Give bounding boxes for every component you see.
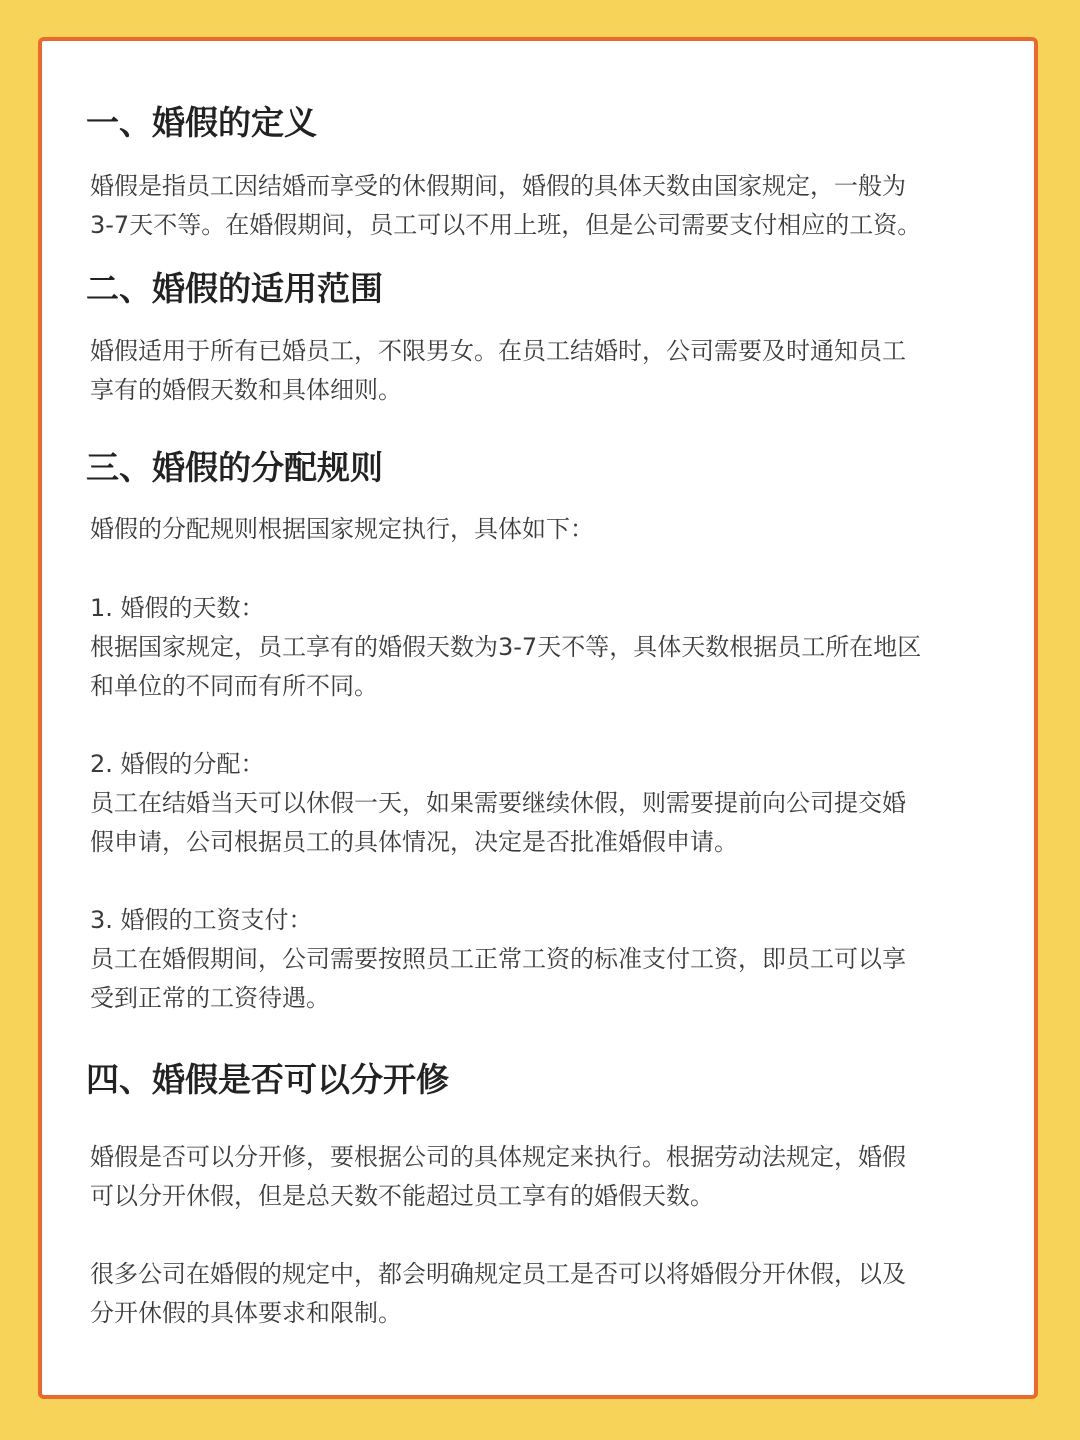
text-line: 享有的婚假天数和具体细则。 — [90, 376, 402, 404]
section-body-split-leave-1 — [90, 1138, 1020, 1216]
allocation-item-days — [90, 589, 1020, 706]
text-line: 员工在婚假期间，公司需要按照员工正常工资的标准支付工资，即员工可以享 — [90, 945, 906, 973]
text-line: 员工在结婚当天可以休假一天，如果需要继续休假，则需要提前向公司提交婚 — [90, 789, 906, 817]
text-line: 根据国家规定，员工享有的婚假天数为3-7天不等，具体天数根据员工所在地区 — [90, 633, 922, 661]
section-body-definition — [90, 167, 1020, 245]
text-line: 可以分开休假，但是总天数不能超过员工享有的婚假天数。 — [90, 1182, 714, 1210]
allocation-item-distribution — [90, 745, 1020, 862]
section-body-scope — [90, 332, 1020, 410]
section-heading-scope: 二、婚假的适用范围 — [86, 269, 383, 308]
document-card — [38, 37, 1038, 1399]
text-line: 婚假的分配规则根据国家规定执行，具体如下： — [90, 515, 594, 543]
text-line: 和单位的不同而有所不同。 — [90, 672, 378, 700]
item-title: 1. 婚假的天数： — [90, 594, 265, 622]
section-intro-allocation — [90, 510, 1020, 549]
section-heading-definition: 一、婚假的定义 — [86, 103, 317, 142]
item-title: 3. 婚假的工资支付： — [90, 906, 313, 934]
text-line: 婚假是指员工因结婚而享受的休假期间，婚假的具体天数由国家规定，一般为 — [90, 172, 906, 200]
allocation-item-salary — [90, 901, 1020, 1018]
section-heading-allocation: 三、婚假的分配规则 — [86, 448, 383, 487]
text-line: 婚假是否可以分开修，要根据公司的具体规定来执行。根据劳动法规定，婚假 — [90, 1143, 906, 1171]
item-title: 2. 婚假的分配： — [90, 750, 265, 778]
text-line: 假申请，公司根据员工的具体情况，决定是否批准婚假申请。 — [90, 828, 738, 856]
text-line: 分开休假的具体要求和限制。 — [90, 1299, 402, 1327]
section-heading-split-leave: 四、婚假是否可以分开修 — [86, 1060, 449, 1099]
text-line: 婚假适用于所有已婚员工，不限男女。在员工结婚时，公司需要及时通知员工 — [90, 337, 906, 365]
section-body-split-leave-2 — [90, 1255, 1020, 1333]
text-line: 3-7天不等。在婚假期间，员工可以不用上班，但是公司需要支付相应的工资。 — [90, 211, 922, 239]
text-line: 受到正常的工资待遇。 — [90, 984, 330, 1012]
text-line: 很多公司在婚假的规定中，都会明确规定员工是否可以将婚假分开休假，以及 — [90, 1260, 906, 1288]
